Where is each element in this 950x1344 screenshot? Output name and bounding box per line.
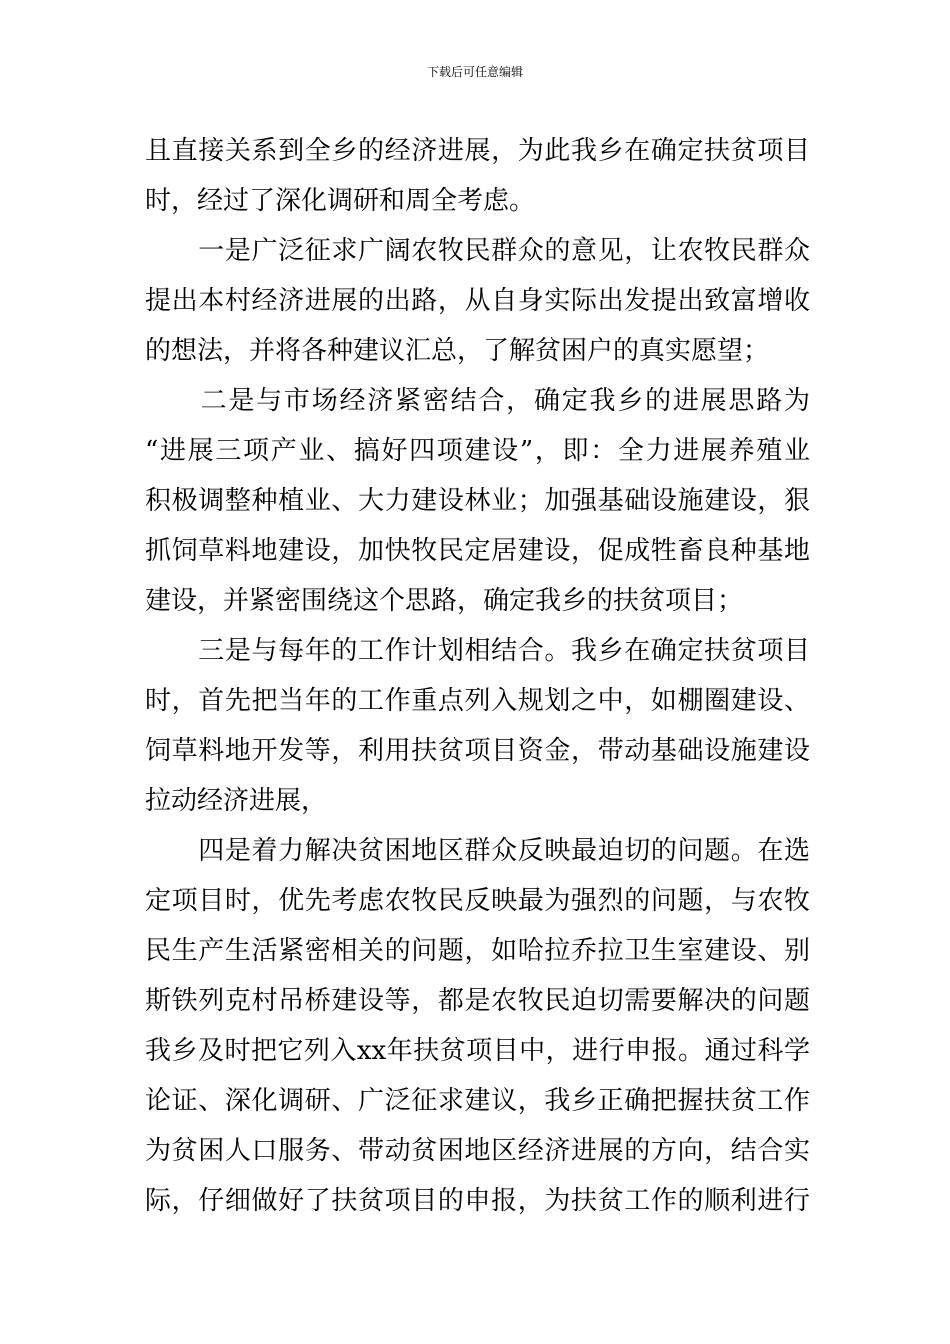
page-header: 下载后可任意编辑 [426, 65, 523, 79]
text-line: 一是广泛征求广阔农牧民群众的意见，让农牧民群众 [145, 236, 810, 266]
text-line: 抓饲草料地建设，加快牧民定居建设，促成牲畜良种基地 [145, 536, 810, 566]
text-line: “进展三项产业、搞好四项建设”，即：全力进展养殖业 [145, 436, 810, 466]
text-line: 论证、深化调研、广泛征求建议，我乡正确把握扶贫工作 [145, 1086, 810, 1116]
text-line: 斯铁列克村吊桥建设等，都是农牧民迫切需要解决的问题 [145, 986, 810, 1016]
text-line: 四是着力解决贫困地区群众反映最迫切的问题。在选 [145, 836, 810, 866]
text-line: 我乡及时把它列入xx年扶贫项目中，进行申报。通过科学 [145, 1036, 810, 1066]
text-line: 建设，并紧密围绕这个思路，确定我乡的扶贫项目； [145, 586, 744, 616]
text-line: 且直接关系到全乡的经济进展，为此我乡在确定扶贫项目 [145, 136, 810, 166]
text-line: 提出本村经济进展的出路，从自身实际出发提出致富增收 [145, 286, 810, 316]
text-line: 为贫困人口服务、带动贫困地区经济进展的方向，结合实 [145, 1136, 810, 1166]
text-line: 饲草料地开发等，利用扶贫项目资金，带动基础设施建设 [145, 736, 810, 766]
text-line: 的想法，并将各种建议汇总，了解贫困户的真实愿望； [145, 336, 770, 366]
text-line: 拉动经济进展， [145, 786, 328, 816]
text-line: 民生产生活紧密相关的问题，如哈拉乔拉卫生室建设、别 [145, 936, 810, 966]
text-line: 定项目时，优先考虑农牧民反映最为强烈的问题，与农牧 [145, 886, 810, 916]
text-line: 时，首先把当年的工作重点列入规划之中，如棚圈建设、 [145, 686, 810, 716]
text-line: 际，仔细做好了扶贫项目的申报，为扶贫工作的顺利进行 [145, 1186, 810, 1216]
text-line: 时，经过了深化调研和周全考虑。 [145, 186, 536, 216]
text-line: 二是与市场经济紧密结合，确定我乡的进展思路为 [145, 386, 810, 416]
text-line: 积极调整种植业、大力建设林业；加强基础设施建设，狠 [145, 486, 810, 516]
text-line: 三是与每年的工作计划相结合。我乡在确定扶贫项目 [145, 636, 810, 666]
